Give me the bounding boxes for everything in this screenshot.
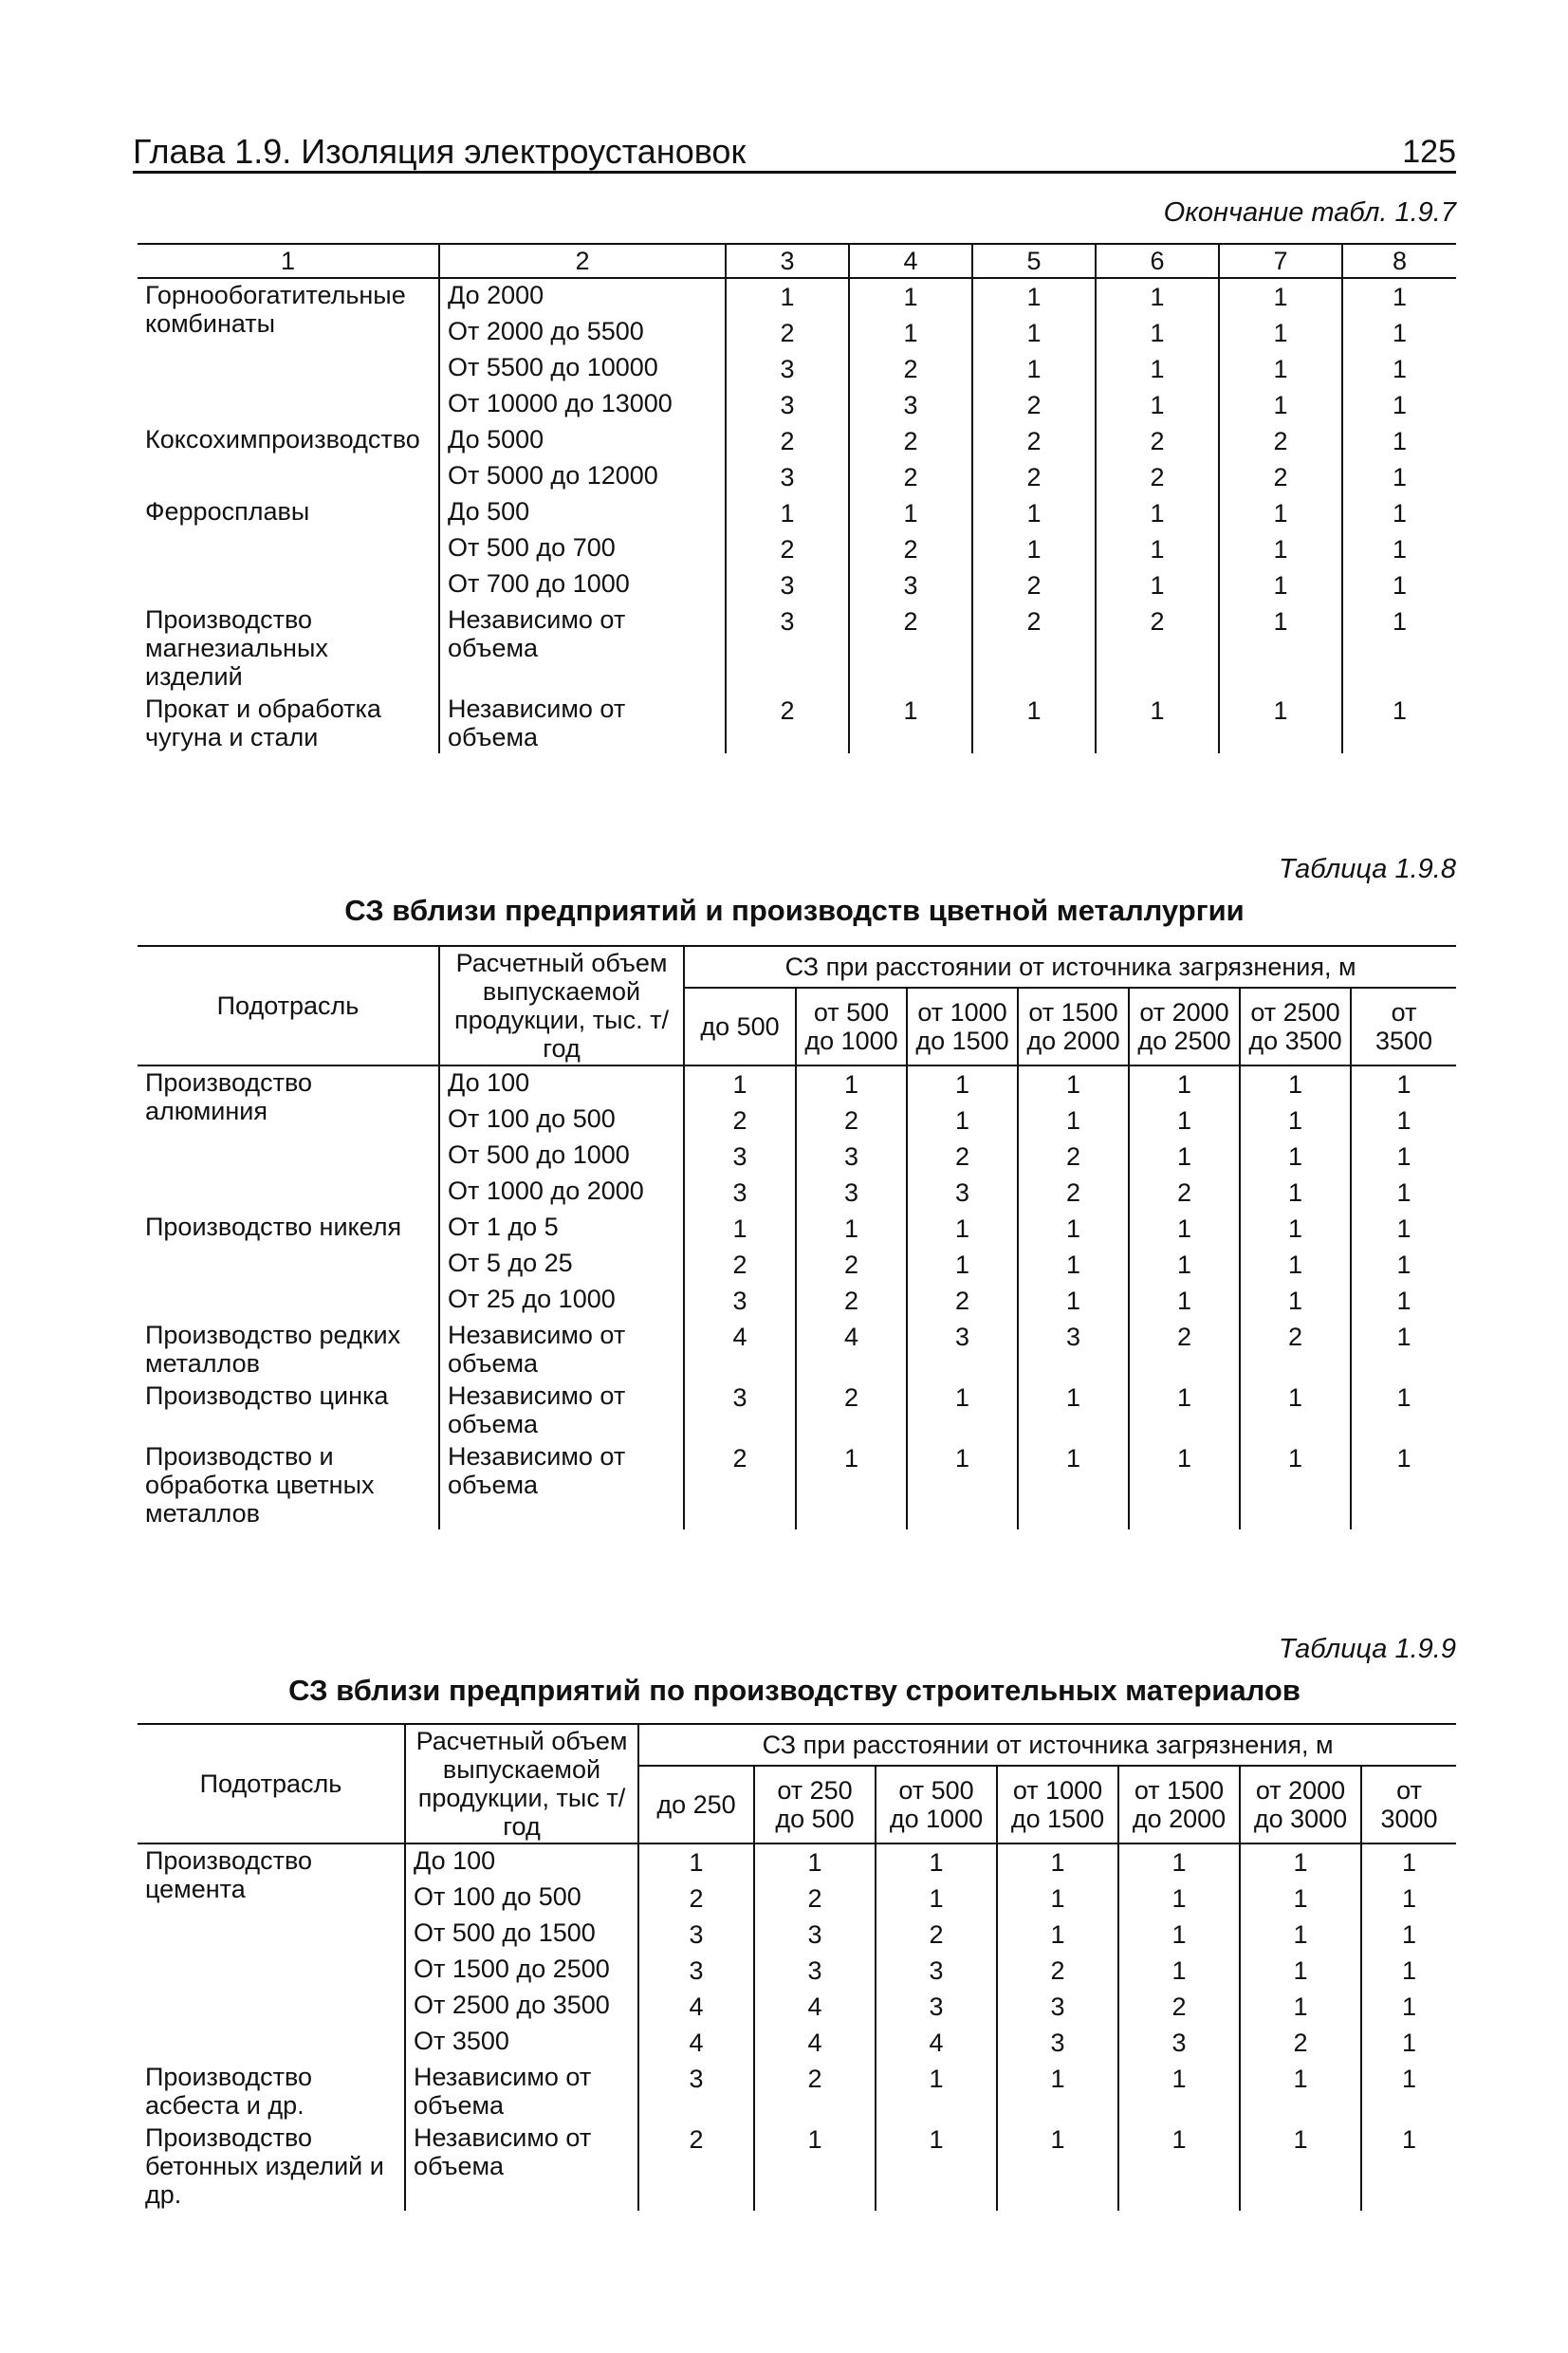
value-cell: 1 <box>1351 1065 1456 1102</box>
table-198-label: Таблица 1.9.8 <box>1279 854 1456 884</box>
value-cell: 1 <box>1361 1989 1456 2025</box>
distance-range-header: от 1500 до 2000 <box>1118 1766 1240 1843</box>
value-cell: 1 <box>1240 1247 1351 1283</box>
value-cell: 1 <box>684 1211 796 1247</box>
volume-cell: До 100 <box>405 1843 638 1881</box>
distance-range-header: от 1000 до 1500 <box>907 988 1018 1065</box>
table-198 <box>138 945 1456 1529</box>
value-cell: 2 <box>684 1440 796 1529</box>
subindustry-cell: Ферросплавы <box>138 495 439 603</box>
value-cell: 1 <box>1219 693 1342 753</box>
value-cell: 1 <box>972 351 1096 387</box>
value-cell: 3 <box>796 1139 907 1175</box>
value-cell: 1 <box>1129 1380 1240 1440</box>
value-cell: 1 <box>1240 1175 1351 1211</box>
table-row <box>138 278 1456 315</box>
value-cell: 2 <box>849 423 972 459</box>
subindustry-cell: Производство и обработка цветных металлов <box>138 1440 439 1529</box>
value-cell: 1 <box>1018 1283 1129 1319</box>
table-198-title: СЗ вблизи предприятий и производств цветной металлургии <box>344 894 1245 927</box>
value-cell: 2 <box>972 387 1096 423</box>
value-cell: 3 <box>684 1283 796 1319</box>
value-cell: 1 <box>1351 1380 1456 1440</box>
value-cell: 1 <box>1342 459 1456 495</box>
value-cell: 2 <box>907 1283 1018 1319</box>
value-cell: 1 <box>1096 387 1219 423</box>
value-cell: 1 <box>1129 1065 1240 1102</box>
value-cell: 1 <box>1118 2061 1240 2121</box>
table-row <box>138 1440 1456 1529</box>
value-cell: 1 <box>1129 1247 1240 1283</box>
table-row <box>138 2121 1456 2211</box>
volume-cell: Независимо от объема <box>405 2061 638 2121</box>
table-197 <box>138 243 1456 753</box>
value-cell: 1 <box>1018 1211 1129 1247</box>
value-cell: 2 <box>1096 459 1219 495</box>
value-cell: 1 <box>1129 1102 1240 1139</box>
value-cell: 1 <box>1240 1102 1351 1139</box>
value-cell: 1 <box>1118 1953 1240 1989</box>
value-cell: 1 <box>1342 315 1456 351</box>
value-cell: 1 <box>1361 2025 1456 2061</box>
subindustry-cell: Производство цинка <box>138 1380 439 1440</box>
volume-cell: До 100 <box>439 1065 684 1102</box>
distance-range-header: до 500 <box>684 988 796 1065</box>
value-cell: 1 <box>1240 1881 1361 1917</box>
table-row <box>138 2061 1456 2121</box>
value-cell: 2 <box>726 693 849 753</box>
value-cell: 3 <box>726 459 849 495</box>
volume-cell: От 100 до 500 <box>439 1102 684 1139</box>
value-cell: 2 <box>1096 603 1219 693</box>
value-cell: 2 <box>849 531 972 567</box>
value-cell: 3 <box>907 1319 1018 1380</box>
value-cell: 1 <box>1018 1065 1129 1102</box>
value-cell: 1 <box>796 1440 907 1529</box>
value-cell: 3 <box>1018 1319 1129 1380</box>
value-cell: 2 <box>1129 1319 1240 1380</box>
value-cell: 1 <box>907 1065 1018 1102</box>
volume-cell: До 500 <box>439 495 726 531</box>
value-cell: 3 <box>754 1917 876 1953</box>
column-header: 4 <box>849 244 972 278</box>
column-header: 5 <box>972 244 1096 278</box>
table-row <box>138 1211 1456 1247</box>
volume-cell: От 100 до 500 <box>405 1881 638 1917</box>
subindustry-header: Подотрасль <box>138 1724 405 1843</box>
volume-cell: От 5 до 25 <box>439 1247 684 1283</box>
value-cell: 2 <box>972 423 1096 459</box>
column-header: 8 <box>1342 244 1456 278</box>
value-cell: 1 <box>1118 2121 1240 2211</box>
value-cell: 2 <box>1240 1319 1351 1380</box>
value-cell: 1 <box>997 1843 1118 1881</box>
table-row <box>138 495 1456 531</box>
value-cell: 3 <box>684 1175 796 1211</box>
value-cell: 1 <box>1240 2121 1361 2211</box>
volume-cell: От 3500 <box>405 2025 638 2061</box>
value-cell: 1 <box>1342 603 1456 693</box>
subindustry-cell: Производство редких металлов <box>138 1319 439 1380</box>
value-cell: 1 <box>876 1843 997 1881</box>
value-cell: 4 <box>754 1989 876 2025</box>
value-cell: 1 <box>972 531 1096 567</box>
value-cell: 1 <box>1342 423 1456 459</box>
value-cell: 1 <box>1351 1247 1456 1283</box>
value-cell: 1 <box>1351 1102 1456 1139</box>
value-cell: 1 <box>684 1065 796 1102</box>
value-cell: 3 <box>796 1175 907 1211</box>
value-cell: 3 <box>849 387 972 423</box>
value-cell: 2 <box>907 1139 1018 1175</box>
value-cell: 1 <box>1018 1247 1129 1283</box>
value-cell: 2 <box>849 459 972 495</box>
column-header: 1 <box>138 244 439 278</box>
column-header: 2 <box>439 244 726 278</box>
value-cell: 1 <box>1361 1953 1456 1989</box>
value-cell: 1 <box>1240 2061 1361 2121</box>
value-cell: 3 <box>754 1953 876 1989</box>
subindustry-cell: Производство бетонных изделий и др. <box>138 2121 405 2211</box>
value-cell: 2 <box>684 1102 796 1139</box>
table-197-caption: Окончание табл. 1.9.7 <box>1163 197 1456 228</box>
distance-header: СЗ при расстоянии от источника загрязнения, м <box>638 1724 1456 1766</box>
volume-cell: От 2000 до 5500 <box>439 315 726 351</box>
distance-range-header: от 250 до 500 <box>754 1766 876 1843</box>
value-cell: 2 <box>796 1102 907 1139</box>
volume-header: Расчетный объем выпускаемой продукции, тыс. т/год <box>439 946 684 1065</box>
value-cell: 1 <box>1240 1380 1351 1440</box>
value-cell: 2 <box>754 2061 876 2121</box>
subindustry-cell: Горнообогатительные комбинаты <box>138 278 439 423</box>
value-cell: 1 <box>1096 278 1219 315</box>
volume-cell: Независимо от объема <box>439 1440 684 1529</box>
value-cell: 1 <box>876 1881 997 1917</box>
value-cell: 1 <box>997 2061 1118 2121</box>
value-cell: 3 <box>638 2061 754 2121</box>
subindustry-cell: Производство асбеста и др. <box>138 2061 405 2121</box>
value-cell: 3 <box>726 387 849 423</box>
value-cell: 1 <box>907 1211 1018 1247</box>
value-cell: 3 <box>876 1989 997 2025</box>
table-199-title: СЗ вблизи предприятий по производству строительных материалов <box>288 1674 1301 1707</box>
column-header: 3 <box>726 244 849 278</box>
volume-cell: От 1000 до 2000 <box>439 1175 684 1211</box>
distance-range-header: от 2000 до 3000 <box>1240 1766 1361 1843</box>
value-cell: 1 <box>907 1102 1018 1139</box>
value-cell: 1 <box>754 2121 876 2211</box>
value-cell: 1 <box>1018 1102 1129 1139</box>
value-cell: 4 <box>796 1319 907 1380</box>
value-cell: 1 <box>726 495 849 531</box>
value-cell: 3 <box>876 1953 997 1989</box>
value-cell: 2 <box>796 1380 907 1440</box>
value-cell: 2 <box>1018 1175 1129 1211</box>
value-cell: 2 <box>972 567 1096 603</box>
value-cell: 1 <box>1240 1440 1351 1529</box>
subindustry-cell: Производство цемента <box>138 1843 405 2061</box>
volume-cell: От 1500 до 2500 <box>405 1953 638 1989</box>
value-cell: 3 <box>684 1380 796 1440</box>
value-cell: 1 <box>638 1843 754 1881</box>
value-cell: 1 <box>1240 1139 1351 1175</box>
value-cell: 4 <box>684 1319 796 1380</box>
distance-range-header: от 1500 до 2000 <box>1018 988 1129 1065</box>
value-cell: 1 <box>1096 693 1219 753</box>
distance-range-header: от 2500 до 3500 <box>1240 988 1351 1065</box>
distance-range-header: до 250 <box>638 1766 754 1843</box>
value-cell: 1 <box>1219 351 1342 387</box>
value-cell: 1 <box>1351 1175 1456 1211</box>
value-cell: 1 <box>1240 1917 1361 1953</box>
value-cell: 1 <box>1018 1440 1129 1529</box>
value-cell: 1 <box>1240 1065 1351 1102</box>
value-cell: 1 <box>1342 351 1456 387</box>
value-cell: 1 <box>1351 1211 1456 1247</box>
value-cell: 1 <box>1129 1440 1240 1529</box>
column-header: 6 <box>1096 244 1219 278</box>
table-199 <box>138 1723 1456 2211</box>
value-cell: 2 <box>849 603 972 693</box>
page-header <box>133 125 1456 174</box>
value-cell: 2 <box>972 603 1096 693</box>
volume-cell: От 5500 до 10000 <box>439 351 726 387</box>
value-cell: 1 <box>1118 1881 1240 1917</box>
value-cell: 1 <box>1240 1953 1361 1989</box>
value-cell: 1 <box>1361 1881 1456 1917</box>
value-cell: 2 <box>638 1881 754 1917</box>
value-cell: 2 <box>1129 1175 1240 1211</box>
value-cell: 1 <box>1342 531 1456 567</box>
value-cell: 1 <box>1240 1283 1351 1319</box>
value-cell: 1 <box>876 2061 997 2121</box>
table-row <box>138 1065 1456 1102</box>
volume-cell: От 2500 до 3500 <box>405 1989 638 2025</box>
value-cell: 1 <box>1361 1917 1456 1953</box>
column-header: 7 <box>1219 244 1342 278</box>
value-cell: 3 <box>1118 2025 1240 2061</box>
volume-cell: От 500 до 1000 <box>439 1139 684 1175</box>
value-cell: 2 <box>726 315 849 351</box>
value-cell: 1 <box>1361 2121 1456 2211</box>
volume-header: Расчетный объем выпускаемой продукции, тыс т/год <box>405 1724 638 1843</box>
subindustry-cell: Производство никеля <box>138 1211 439 1319</box>
value-cell: 3 <box>849 567 972 603</box>
value-cell: 1 <box>1096 495 1219 531</box>
subindustry-header: Подотрасль <box>138 946 439 1065</box>
volume-cell: От 500 до 700 <box>439 531 726 567</box>
distance-range-header: от 2000 до 2500 <box>1129 988 1240 1065</box>
value-cell: 1 <box>1219 387 1342 423</box>
value-cell: 1 <box>972 495 1096 531</box>
value-cell: 3 <box>907 1175 1018 1211</box>
table-row <box>138 603 1456 693</box>
value-cell: 1 <box>1118 1843 1240 1881</box>
value-cell: 2 <box>796 1247 907 1283</box>
page-number: 125 <box>1402 134 1456 170</box>
value-cell: 1 <box>1240 1843 1361 1881</box>
value-cell: 1 <box>1351 1440 1456 1529</box>
value-cell: 1 <box>972 278 1096 315</box>
volume-cell: От 700 до 1000 <box>439 567 726 603</box>
value-cell: 3 <box>638 1953 754 1989</box>
distance-header: СЗ при расстоянии от источника загрязнения, м <box>684 946 1456 988</box>
value-cell: 2 <box>754 1881 876 1917</box>
value-cell: 1 <box>1129 1283 1240 1319</box>
value-cell: 1 <box>1351 1283 1456 1319</box>
value-cell: 1 <box>849 278 972 315</box>
value-cell: 2 <box>972 459 1096 495</box>
distance-range-header: от 500 до 1000 <box>796 988 907 1065</box>
distance-range-header: от 3000 <box>1361 1766 1456 1843</box>
value-cell: 2 <box>726 423 849 459</box>
volume-cell: От 1 до 5 <box>439 1211 684 1247</box>
table-199-label: Таблица 1.9.9 <box>1279 1634 1456 1664</box>
value-cell: 1 <box>1240 1211 1351 1247</box>
value-cell: 1 <box>1219 603 1342 693</box>
value-cell: 1 <box>1219 567 1342 603</box>
value-cell: 1 <box>849 495 972 531</box>
value-cell: 1 <box>849 693 972 753</box>
value-cell: 1 <box>1240 1989 1361 2025</box>
value-cell: 1 <box>1219 495 1342 531</box>
value-cell: 1 <box>1096 351 1219 387</box>
volume-cell: От 500 до 1500 <box>405 1917 638 1953</box>
value-cell: 1 <box>907 1440 1018 1529</box>
subindustry-cell: Производство магнезиальных изделий <box>138 603 439 693</box>
value-cell: 2 <box>1018 1139 1129 1175</box>
volume-cell: От 5000 до 12000 <box>439 459 726 495</box>
value-cell: 1 <box>1351 1319 1456 1380</box>
volume-cell: Независимо от объема <box>439 603 726 693</box>
value-cell: 1 <box>997 2121 1118 2211</box>
value-cell: 1 <box>1342 278 1456 315</box>
subindustry-cell: Коксохимпроизводство <box>138 423 439 495</box>
value-cell: 3 <box>726 567 849 603</box>
value-cell: 1 <box>1219 315 1342 351</box>
value-cell: 4 <box>638 1989 754 2025</box>
value-cell: 3 <box>997 1989 1118 2025</box>
value-cell: 1 <box>1342 495 1456 531</box>
value-cell: 1 <box>1351 1139 1456 1175</box>
volume-cell: До 2000 <box>439 278 726 315</box>
value-cell: 1 <box>1118 1917 1240 1953</box>
value-cell: 1 <box>1096 531 1219 567</box>
value-cell: 1 <box>1342 693 1456 753</box>
header-row <box>138 1724 1456 1766</box>
value-cell: 2 <box>684 1247 796 1283</box>
subindustry-cell: Производство алюминия <box>138 1065 439 1211</box>
value-cell: 2 <box>1240 2025 1361 2061</box>
table-row <box>138 693 1456 753</box>
volume-cell: Независимо от объема <box>405 2121 638 2211</box>
volume-cell: От 25 до 1000 <box>439 1283 684 1319</box>
value-cell: 1 <box>1129 1139 1240 1175</box>
value-cell: 1 <box>907 1380 1018 1440</box>
value-cell: 1 <box>1361 2061 1456 2121</box>
value-cell: 3 <box>726 351 849 387</box>
value-cell: 1 <box>972 693 1096 753</box>
value-cell: 1 <box>754 1843 876 1881</box>
value-cell: 3 <box>638 1917 754 1953</box>
value-cell: 1 <box>796 1065 907 1102</box>
value-cell: 1 <box>1342 567 1456 603</box>
value-cell: 2 <box>876 1917 997 1953</box>
value-cell: 2 <box>1219 423 1342 459</box>
value-cell: 1 <box>1018 1380 1129 1440</box>
value-cell: 3 <box>726 603 849 693</box>
value-cell: 1 <box>1219 278 1342 315</box>
value-cell: 4 <box>638 2025 754 2061</box>
value-cell: 4 <box>754 2025 876 2061</box>
subindustry-cell: Прокат и обработка чугуна и стали <box>138 693 439 753</box>
value-cell: 2 <box>638 2121 754 2211</box>
distance-range-header: от 1000 до 1500 <box>997 1766 1118 1843</box>
table-row <box>138 1380 1456 1440</box>
value-cell: 2 <box>1096 423 1219 459</box>
header-row <box>138 946 1456 988</box>
volume-cell: Независимо от объема <box>439 1319 684 1380</box>
volume-cell: До 5000 <box>439 423 726 459</box>
value-cell: 1 <box>1342 387 1456 423</box>
value-cell: 1 <box>997 1917 1118 1953</box>
table-row <box>138 1319 1456 1380</box>
value-cell: 1 <box>849 315 972 351</box>
value-cell: 2 <box>849 351 972 387</box>
volume-cell: Независимо от объема <box>439 693 726 753</box>
value-cell: 1 <box>1219 531 1342 567</box>
value-cell: 1 <box>972 315 1096 351</box>
value-cell: 1 <box>997 1881 1118 1917</box>
value-cell: 1 <box>1129 1211 1240 1247</box>
chapter-title: Глава 1.9. Изоляция электроустановок <box>133 132 747 171</box>
value-cell: 1 <box>907 1247 1018 1283</box>
value-cell: 3 <box>684 1139 796 1175</box>
value-cell: 2 <box>1219 459 1342 495</box>
volume-cell: От 10000 до 13000 <box>439 387 726 423</box>
distance-range-header: от 500 до 1000 <box>876 1766 997 1843</box>
table-row <box>138 423 1456 459</box>
value-cell: 4 <box>876 2025 997 2061</box>
value-cell: 1 <box>1096 567 1219 603</box>
value-cell: 2 <box>726 531 849 567</box>
value-cell: 2 <box>796 1283 907 1319</box>
value-cell: 2 <box>997 1953 1118 1989</box>
value-cell: 1 <box>796 1211 907 1247</box>
value-cell: 1 <box>1361 1843 1456 1881</box>
value-cell: 3 <box>997 2025 1118 2061</box>
value-cell: 1 <box>726 278 849 315</box>
distance-range-header: от 3500 <box>1351 988 1456 1065</box>
value-cell: 1 <box>1096 315 1219 351</box>
volume-cell: Независимо от объема <box>439 1380 684 1440</box>
value-cell: 1 <box>876 2121 997 2211</box>
value-cell: 2 <box>1118 1989 1240 2025</box>
table-row <box>138 1843 1456 1881</box>
